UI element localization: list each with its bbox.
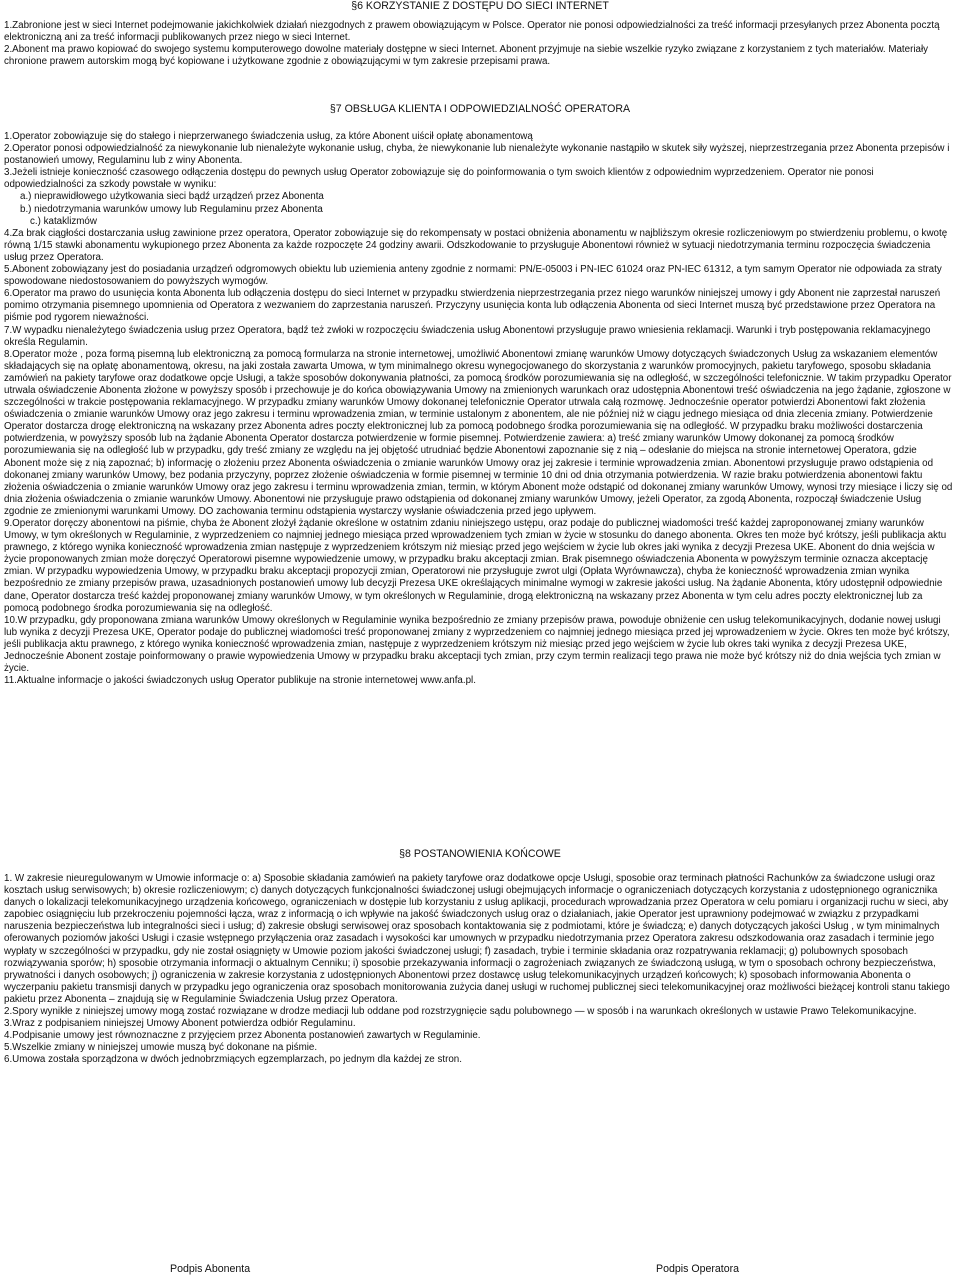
section-8-paragraph-3: 3.Wraz z podpisaniem niniejszej Umowy Abonent potwierdza odbiór Regulaminu. — [4, 1018, 356, 1030]
signature-abonent: Podpis Abonenta — [170, 1263, 251, 1275]
section-7-paragraph-1: 1.Operator zobowiązuje się do stałego i nieprzerwanego świadczenia usług, za które Abonent uiścił opłatę abonamentową — [4, 131, 533, 142]
section-7 — [0, 103, 960, 687]
section-6-title: §6 KORZYSTANIE Z DOSTĘPU DO SIECI INTERNET — [351, 0, 609, 12]
section-6-paragraph-1: 1.Zabronione jest w sieci Internet podejmowanie jakichkolwiek działań niezgodnych z prawem obowiązującym w Polsce. Operator nie ponosi odpowiedzialności za treść informacji przesyłanych przez Abonenta pocztą elektroniczną ani za treść informacji publikowanych przez niego w sieci Internet. — [4, 20, 940, 44]
section-7-item-b: b.) niedotrzymania warunków umowy lub Regulaminu przez Abonenta — [20, 203, 323, 215]
section-7-paragraph-7: 7.W wypadku nienależytego świadczenia usług przez Operatora, bądź też zwłoki w rozpoczęciu świadczenia usług Abonentowi przysługuje prawo wniesienia reklamacji. Warunki i tryb postępowania reklamacyjnego określa Regulamin. — [4, 324, 931, 348]
section-8-paragraph-5: 5.Wszelkie zmiany w niniejszej umowie muszą być dokonane na piśmie. — [4, 1042, 318, 1054]
section-7-paragraph-9: 9.Operator doręczy abonentowi na piśmie, chyba że Abonent złożył żądanie określone w ostatnim zdaniu niniejszego ustępu, oraz podaje do publicznej wiadomości treść każdej zaproponowanej zmiany warunków Umowy, w tym określonych w Regulaminie, z wyprzedzeniem co najmniej jednego miesiąca przed wprowadzeniem tych zmian w życie w stosunku do danego abonenta. Okres ten może być krótszy, jeśli publikacja aktu prawnego, z którego wynika konieczność wprowadzenia zmian następuje z wyprzedzeniem krótszym niż miesiąc przed jego wejściem w życie lub okres jaki wynika z decyzji Prezesa UKE. Abonent do dnia wejścia w życie proponowanych zmian może doręczyć Operatorowi pisemne wypowiedzenie umowy, w przypadku braku akceptacji zmian. Brak pisemnego oświadczenia Abonenta w powyższym terminie oznacza akceptację zmian. W przypadku wypowiedzenia Umowy, w przypadku braku akceptacji propozycji zmian, Operatorowi nie przysługuje zwrot ulgi (Opłata Wyrównawcza), chyba że konieczność wprowadzenia zmian wynika bezpośrednio ze zmiany przepisów prawa, uzasadnionych postanowień umowy lub decyzji Prezesa UKE określających minimalne wymogi w zakresie jakości usług. Na żądanie Abonenta, który udostępnił odpowiednie dane, Operator dostarcza treść każdej proponowanej zmiany warunków Umowy, w tym określonych w Regulaminie, drogą elektroniczną na wskazany przez Abonenta w tym celu adres poczty elektronicznej lub za pomocą podobnego środka porozumiewania się na odległość. — [4, 518, 947, 614]
section-6-paragraph-2: 2.Abonent ma prawo kopiować do swojego systemu komputerowego dowolne materiały dostępne w sieci Internet. Abonent przyjmuje na siebie wszelkie ryzyko związane z korzystaniem z tych materiałów. Materiały chronione prawem autorskim mogą być kopiowane i użytkowane zgodnie z obowiązującymi w tym zakresie przepisami prawa. — [4, 44, 929, 68]
section-7-paragraph-10: 10.W przypadku, gdy proponowana zmiana warunków Umowy określonych w Regulaminie wynika bezpośrednio ze zmiany przepisów prawa, powoduje obniżenie cen usług telekomunikacyjnych, dodanie nowej usługi lub wynika z decyzji Prezesa UKE, Operator podaje do publicznej wiadomości treść proponowanej zmiany z wyprzedzeniem co najmniej jednego miesiąca przed jej wprowadzeniem w życie. Okres ten może być krótszy, jeśli publikacja aktu prawnego, z którego wynika konieczność wprowadzenia zmian, następuje z wyprzedzeniem krótszym niż miesiąc przed jego wejściem w życie lub okres taki wynika z decyzji Prezesa UKE, Jednocześnie Abonent zostaje poinformowany o prawie wypowiedzenia Umowy w przypadku braku akceptacji tych zmian, przy czym termin realizacji tego prawa nie może być krótszy niż do dnia wejścia tych zmian w życie. — [4, 614, 950, 675]
section-7-paragraph-3: 3.Jeżeli istnieje konieczność czasowego odłączenia dostępu do pewnych usług Operator zobowiązuje się do poinformowania o tym swoich klientów z odpowiednim wyprzedzeniem. Operator nie ponosi odpowiedzialności za szkody powstałe w wyniku: — [4, 167, 874, 191]
section-8-paragraph-2: 2.Spory wynikłe z niniejszej umowy mogą zostać rozwiązane w drodze mediacji lub oddane pod rozstrzygnięcie sądu polubownego — w sposób i na warunkach określonych w ustawie Prawo Telekomunikacyjne. — [4, 1006, 917, 1018]
section-7-paragraph-11: 11.Aktualne informacje o jakości świadczonych usług Operator publikuje na stronie internetowej www.anfa.pl. — [4, 675, 476, 687]
section-7-paragraph-6: 6.Operator ma prawo do usunięcia konta Abonenta lub odłączenia dostępu do sieci Internet w przypadku stwierdzenia nieprzestrzegania przez niego warunków niniejszej umowy i gdy Abonent nie zaprzestał naruszeń pomimo otrzymania pisemnego upomnienia od Operatora z wezwaniem do zaprzestania naruszeń. Przyczyny usunięcia konta lub odłączenia Abonenta od sieci Internet muszą być przedstawione przez Operatora na piśmie pod rygorem nieważności. — [4, 288, 941, 324]
section-8 — [0, 848, 960, 1067]
section-8-title: §8 POSTANOWIENIA KOŃCOWE — [399, 848, 561, 860]
section-8-paragraph-6: 6.Umowa została sporządzona w dwóch jednobrzmiących egzemplarzach, po jednym dla każdej ze stron. — [4, 1054, 462, 1066]
section-8-paragraph-4: 4.Podpisanie umowy jest równoznaczne z przyjęciem przez Abonenta postanowień zawartych w Regulaminie. — [4, 1030, 481, 1042]
section-7-paragraph-5: 5.Abonent zobowiązany jest do posiadania urządzeń odgromowych obiektu lub uziemienia anteny zgodnie z normami: PN/E-05003 i PN-IEC 61024 oraz PN-IEC 61312, a tym samym Operator nie odpowiada za straty spowodowane niedostosowaniem do powyższych wymogów. — [4, 264, 942, 288]
section-7-paragraph-2: 2.Operator ponosi odpowiedzialność za niewykonanie lub nienależyte wykonanie usług, chyba, że niewykonanie lub nienależyte wykonanie nastąpiło w skutek siły wyższej, nieprzestrzegania przez Abonenta przepisów i postanowień umowy, Regulaminu lub z winy Abonenta. — [4, 143, 950, 167]
section-8-paragraph-1: 1. W zakresie nieuregulowanym w Umowie informacje o: a) Sposobie składania zamówień na pakiety taryfowe oraz dodatkowe opcje Usługi, sposobie oraz terminach płatności Rachunków za świadczone usługi oraz kosztach usług serwisowych; b) okresie rozliczeniowym; c) danych dotyczących funkcjonalności świadczonej usługi obejmujących informacje o ograniczeniach dotyczących korzystania z udostępnionego ogranicznika danych o lokalizacji telekomunikacyjnego urządzenia końcowego, ograniczeniach w dostępie lub korzystaniu z usług aplikacji, procedurach wprowadzania przez Operatora w celu pomiaru i organizacji ruchu w sieci, aby zapobiec osiągnięciu lub przekroczeniu pojemności łącza, wraz z informacją o ich wpływie na jakość świadczonych usług oraz o działaniach, jakie Operator jest uprawniony podejmować w związku z przypadkami naruszenia bezpieczeństwa lub integralności sieci i usług; d) zakresie obsługi serwisowej oraz sposobach kontaktowania się z podmiotami, które je świadczą; e) danych dotyczących jakości Usług , w tym minimalnych oferowanych poziomów jakości Usługi i czasie wstępnego przyłączenia oraz zasadach i wysokości kar umownych w przypadku niedotrzymania przez Operatora zakresu odszkodowania oraz zasadach i terminie jego wypłaty w szczególności w przypadku, gdy nie został osiągnięty w Umowie poziom jakości świadczonej usługi; f) zasadach, trybie i terminie składania oraz rozpatrywania reklamacji; g) polubownych sposobach rozwiązywania sporów; h) sposobie otrzymania informacji o aktualnym Cenniku; i) sposobie przekazywania informacji o zagrożeniach związanych ze świadczoną usługą, w tym o sposobach ochrony bezpieczeństwa, prywatności i danych osobowych; j) ograniczenia w zakresie korzystania z udostępnionych Abonentowi przez dostawcę usług telekomunikacyjnych urządzeń końcowych; k) sposobach informowania Abonenta o wyczerpaniu pakietu transmisji danych w przypadku jego ograniczenia oraz sposobach monitorowania zużycia danej usługi w ruchomej publicznej sieci telekomunikacyjnej oraz możliwości bieżącej kontroli stanu takiego pakietu przez Abonenta – znajdują się w Regulaminie Świadczenia Usług przez Operatora. — [4, 873, 950, 1005]
section-7-paragraph-4: 4.Za brak ciągłości dostarczania usług zawinione przez operatora, Operator zobowiązuje się do rekompensaty w postaci obniżenia abonamentu w najbliższym okresie rozliczeniowym po stwierdzeniu problemu, o kwotę równą 1/15 stawki abonamentu wykupionego przez Abonenta za każde rozpoczęte 24 godziny awarii. Odszkodowanie to przysługuje Abonentowi również w sytuacji niedotrzymania terminu rozpoczęcia świadczenia usług przez Operatora. — [4, 227, 948, 263]
section-7-item-a: a.) nieprawidłowego użytkowania sieci bądź urządzeń przez Abonenta — [20, 191, 324, 203]
section-7-title: §7 OBSŁUGA KLIENTA I ODPOWIEDZIALNOŚĆ OPERATORA — [329, 103, 631, 115]
section-7-item-c: c.) kataklizmów — [30, 215, 97, 227]
section-7-paragraph-8: 8.Operator może , poza formą pisemną lub elektroniczną za pomocą formularza na stronie internetowej, umożliwić Abonentowi zmianę warunków Umowy dotyczących świadczonych Usług za wskazaniem elementów składających się na opłatę abonamentową, okresu, na jaki została zawarta Umowa, w tym minimalnego okresu wynegocjowanego do skorzystania z warunków promocyjnych, pakietu taryfowego, sposobu składania zamówień na pakiety taryfowe oraz dodatkowe opcje Usługi, a także sposobów dokonywania płatności, za pomocą środków porozumiewania się na odległość, w szczególności telefonicznie. W takim przypadku Operator utrwala oświadczenie Abonenta złożone w powyższy sposób i przechowuje je do końca obowiązywania Umowy na zmienionych warunkach oraz udostępnia Abonentowi treść oświadczenia na jego żądanie, zgłoszone w szczególności w trakcie postępowania reklamacyjnego. W przypadku zmiany warunków Umowy dokonanej telefonicznie Operator utrwala całą rozmowę. Jednocześnie operator potwierdzi Abonentowi fakt złożenia oświadczenia o zmianie warunków Umowy oraz jego zakresu i terminu wprowadzenia zmian, w terminie ustalonym z abonentem, ale nie później niż w ciągu jednego miesiąca od dnia zlecenia zmiany. Potwierdzenie Operator dostarcza drogę elektroniczną na wskazany przez Abonenta adres poczty elektronicznej lub za pomocą podobnego środka porozumiewania się na odległość. W przypadku braku możliwości dostarczenia potwierdzenia, w powyższy sposób lub na żądanie Abonenta Operator dostarcza potwierdzenie w formie pisemnej. Potwierdzenie zawiera: a) treść zmiany warunków Umowy dokonanej za pomocą środków porozumiewania się na odległość lub w przypadku, gdy treść zmiany ze względu na jej objętość utrudniać będzie Abonentowi zapoznanie się z nią – odesłanie do miejsca na stronie internetowej Operatora, gdzie Abonent może się z nią zapoznać; b) informację o złożeniu przez Abonenta oświadczenia o zmianie warunków Umowy oraz jej zakresie i terminie wprowadzenia zmian. Abonentowi przysługuje prawo odstąpienia od dokonanej zmiany warunków Umowy, bez podania przyczyny, poprzez złożenie oświadczenia w formie pisemnej w terminie 10 dni od dnia otrzymania potwierdzenia. W razie braku potwierdzenia abonentowi faktu złożenia oświadczenia o zmianie warunków Umowy oraz jego zakresu i terminu wprowadzenia zmian, termin, w którym Abonent może odstąpić od dokonanej zmiany warunków Umowy, wynosi trzy miesiące i liczy się od dnia złożenia oświadczenia o zmianie warunków Umowy. Abonentowi nie przysługuje prawo odstąpienia od dokonanej zmiany warunków Umowy, jeżeli Operator, za zgodą Abonenta, rozpoczął świadczenie Usług zgodnie ze zmienionymi warunkami Umowy. DO zachowania terminu odstąpienia wystarczy wysłanie oświadczenia przed jego upływem. — [4, 348, 953, 517]
signature-operator: Podpis Operatora — [656, 1263, 740, 1275]
section-6 — [0, 0, 960, 68]
